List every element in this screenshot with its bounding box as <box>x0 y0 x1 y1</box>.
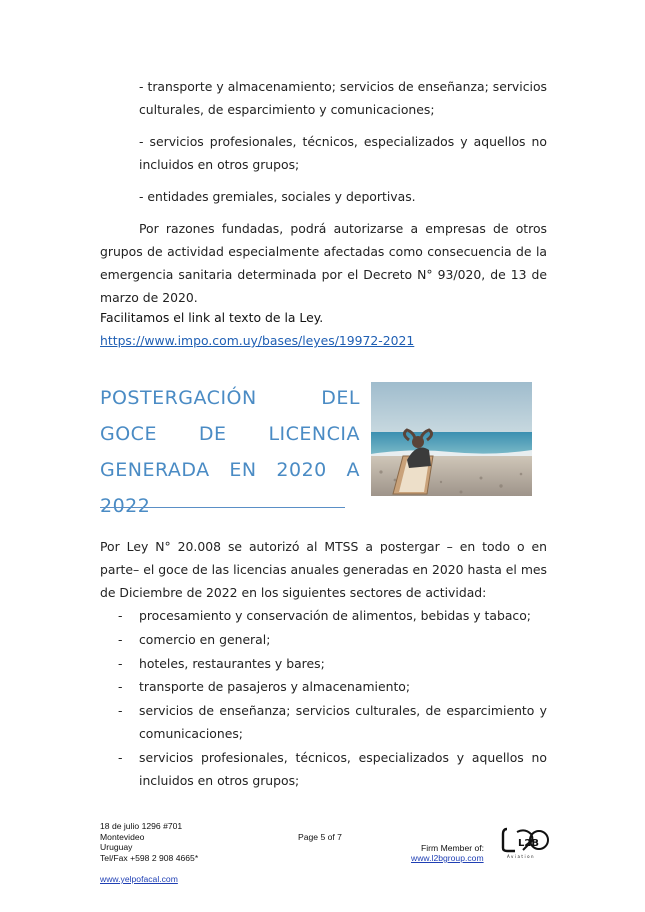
bullet-marker: - <box>118 679 123 694</box>
l2b-logo-icon <box>501 826 551 860</box>
bullet-marker: - <box>118 750 123 765</box>
list-item: - entidades gremiales, sociales y deportivas. <box>139 189 416 204</box>
link-intro: Facilitamos el link al texto de la Ley. <box>100 310 324 325</box>
bullet-marker: - <box>118 656 123 671</box>
bullet-marker: - <box>118 608 123 623</box>
website-link[interactable] <box>100 874 178 885</box>
bullet-text: servicios profesionales, técnicos, especializados y aquellos no incluidos en otros grupos; <box>139 750 547 788</box>
footer-address <box>100 821 198 863</box>
bullet-marker: - <box>118 703 123 718</box>
bullet-text: procesamiento y conservación de alimentos, bebidas y tabaco; <box>139 608 531 623</box>
bullet-text: comercio en general; <box>139 632 271 647</box>
page-number: Page 5 of 7 <box>298 832 342 842</box>
law-link[interactable] <box>100 329 547 352</box>
paragraph: Por razones fundadas, podrá autorizarse a empresas de otros grupos de actividad especialmente afectadas como consecuencia de la emergencia sanitaria determinada por el Decreto N° 93/020, de 13 de marzo de 2020. <box>100 221 547 305</box>
address-line: Uruguay <box>100 842 133 852</box>
address-line: 18 de julio 1296 #701 <box>100 821 183 831</box>
address-line: Tel/Fax +598 2 908 4665* <box>100 852 199 863</box>
firm-link-text[interactable]: www.l2bgroup.com <box>411 853 484 863</box>
logo-text: L2B <box>518 838 539 849</box>
man-relaxing-on-beach-icon <box>371 382 532 496</box>
law-link-text[interactable]: https://www.impo.com.uy/bases/leyes/19972-2021 <box>100 333 415 348</box>
list-item: - servicios profesionales, técnicos, especializados y aquellos no incluidos en otros grupos; <box>139 134 547 172</box>
paragraph: Por Ley N° 20.008 se autorizó al MTSS a postergar – en todo o en parte– el goce de las licencias anuales generadas en 2020 hasta el mes de Diciembre de 2022 en los siguientes sectores de actividad: <box>100 539 547 600</box>
l2b-logo <box>501 826 551 860</box>
list-item: - transporte y almacenamiento; servicios de enseñanza; servicios culturales, de esparcimiento y comunicaciones; <box>139 79 547 117</box>
bullet-marker: - <box>118 632 123 647</box>
website-link-text[interactable]: www.yelpofacal.com <box>100 874 178 884</box>
bullet-text: hoteles, restaurantes y bares; <box>139 656 325 671</box>
section-heading: POSTERGACIÓN DEL GOCE DE LICENCIA GENERADA EN 2020 A 2022 <box>100 387 360 517</box>
firm-member-label: Firm Member of: <box>421 843 485 853</box>
heading-divider <box>100 507 345 508</box>
bullet-text: servicios de enseñanza; servicios culturales, de esparcimiento y comunicaciones; <box>139 703 547 741</box>
firm-link[interactable] <box>411 853 484 864</box>
address-line: Montevideo <box>100 831 145 842</box>
beach-photo <box>371 382 532 496</box>
bullet-text: transporte de pasajeros y almacenamiento; <box>139 679 411 694</box>
logo-subtext: Aviation <box>507 854 536 859</box>
